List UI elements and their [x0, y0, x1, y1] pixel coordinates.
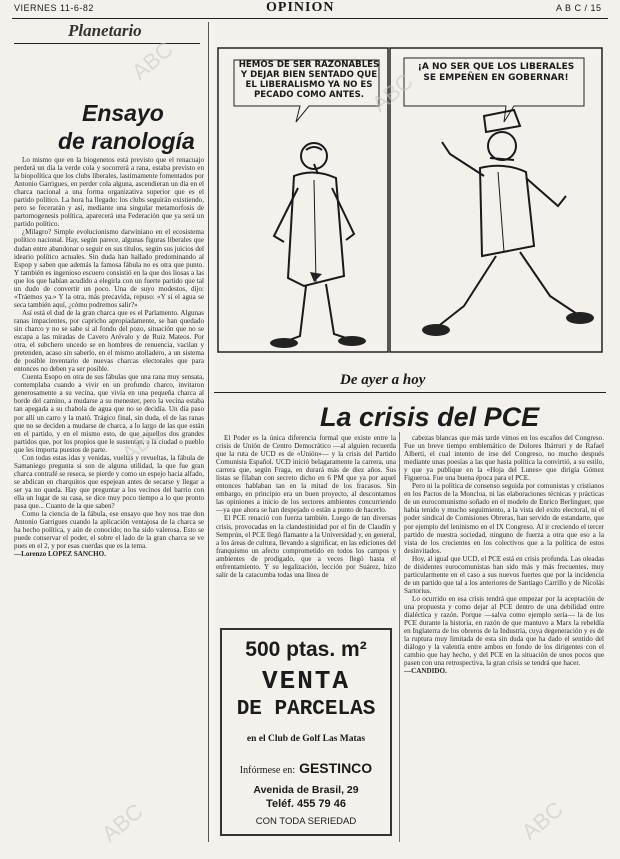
column-paragraph: Como la ciencia de la fábula, ese ensayo que hoy nos trae don Antonio Garrigues cuando la aplicación ventajosa de la charca se ha hecho política, y aún de conocido; no ha sido valerosa. Esto se puede conservar el poder, el sobre el lado de la gran charca se ve pues en el 2, y por esas cuerdas que es la tema. [14, 510, 204, 551]
kicker-rule [14, 43, 200, 44]
cartoon-caption: De ayer a hoy [340, 372, 426, 388]
column-paragraph: ¿Milagro? Simple evolucionismo darwiniano en el ecosistema político nacional. Hay, según parece, algunas figuras liberales que dudan entre abandonar o seguir en sus títulos, según sus juicios del ideario político actuales. Sin duda han hallado predominando al Espop y saben que además la famosa fábula no es otra que punto. Y también es ingenioso escuero consistió en la que dos liosas a las que los que habían acudido a elegirla con un fuerte partido que tal un dudo de convertir un poco. Una de suyo modestos, dijo: «Tráemos ya.» Y la otra, más precavida, repuso: «Y si el agua se seca también aquí, ¿cómo podremos salir?» [14, 228, 204, 309]
column-kicker: Planetario [68, 21, 142, 40]
article-paragraph: cabezas blancas que más tarde vimos en los escaños del Congreso. Fue un breve tiempo emblemático de Dolores Ibárruri y de Rafael Alberti, el cual intento de irse del Congreso, no mucho después mediante unas poesías a las que hasta política la convirtió, a su estilo, y que ya publique en la «Hoja del Lunes» que dirigía Gómez Figueroa. Fue una buena época para el PCE. [404, 434, 604, 483]
watermark: ABC [116, 418, 168, 467]
watermark: ABC [126, 36, 178, 85]
cartoon-bubble-right: ¡A NO SER QUE LOS LIBERALES SE EMPEÑEN EN GOBERNAR! [417, 62, 575, 83]
column-paragraph: Con todas estas idas y venidas, vueltas y revueltas, la fábula de Samaniego pregunta si son de alguna utilidad, la que fue gran charca contrafé se reseca, se pierde y como un espejo hacia alfado, se abdican en charquitos que espejean antes de secarse y llegar a ser ya no queda. Hay que preguntar a los vecinos del barrio con ella un lugar de su casa, se dice muy poco tiempo a lo que pronto pasa que... Cuanto de la que saben? [14, 453, 204, 511]
column-paragraph: Así está el dud de la gran charca que es el Parlamento. Algunas ranas impacientes, por capricho apropiadamente, se han quedado sin charco y no se sabe si al fondo del pozo, situación que no se escapa a las miradas de Cavero Arévalo y de Ruiz Mateos. Por otra, el subchero uncedo se en hombres de renuencia, vacilan y pretenden, acaso sin saberlo, en el mismo atolladero, a un sistema de posible inventario de nuevas charcas electorales que para entonces no deben ya ser posible. [14, 308, 204, 374]
column-signature: —Lorenzo LOPEZ SANCHO. [14, 550, 106, 559]
column-title-line2: de ranología [58, 128, 195, 154]
watermark: ABC [96, 798, 148, 847]
caption-rule [214, 392, 606, 393]
column-body [14, 156, 204, 840]
article-column-divider [399, 432, 400, 842]
article-column-1 [216, 434, 396, 620]
ad-price: 500 ptas. m² [245, 638, 367, 661]
column-paragraph: Lo mismo que en la biogenetos está previsto que el renacuajo perderá un día la verde cola y socorrerá a rana, estaba previsto en la biopolítica que los clubs liberales, lastimamente fomentados por Antonio Garrigues, en perder cola alguna, ascendieran un día en el charca nacional a una forma organizativa superior que es el partido político. La hora ha llegado: los clubs seguirán existiendo, pero se fecerarán y así, mediante una singular metamorfosis de partomogenesis política, aparecerá una Federación que ya será un partido político. [14, 156, 204, 229]
ad-address: Avenida de Brasil, 29 [253, 784, 359, 796]
cartoon-bubble-left: HEMOS DE SER RAZONABLES Y DEJAR BIEN SENTADO QUE EL LIBERALISMO YA NO ES PECADO COMO ANTES. [238, 60, 380, 100]
article-column-2 [404, 434, 604, 844]
article-paragraph: Pero ni la política de consenso seguida por comunistas y cristianos en los Pactos de la Moncloa, ni las elaboraciones técnicas y prácticas de un eurocomunismo soñado en el modelo de Enrico Berlinguer, que había tenido y mucho seguimiento, a la vista del exito electoral, ni el poder sindical de Comisiones Obreras, han servido de estandarte, que por ejemplo del leninismo en el IX Congreso. Al ir creciendo el tercer partido de nuestra sociedad, ninguno de fuerza a otra que eso a la vista de los crecientes en los colectivos que a la política de estos desinvitados. [404, 482, 604, 555]
column-divider [208, 22, 209, 842]
article-paragraph: Hoy, al igual que UCD, el PCE está en crisis profunda. Las oleadas de disidentes eurocomunistas han sido más y más frecuentes, muy particularmente en el caso a sus nuevos fuertes que por la incidencia de un partido que tal a los anteriores de Santiago Carrillo y de Nicolás Sartorius. [404, 554, 604, 595]
article-signature: —CANDIDO. [404, 667, 447, 676]
article-paragraph: El PCE renació con fuerza también. Luego de tan diversas crisis, provocadas en la clandestinidad por el fin de Claudín y Semprún, el PCE llegó flamante a la Universidad y, en general, a los áreas de cultura, llevando a significar, en las ediciones del franquismo un afecto comprometido en todos los campos y ambientes de prodigado, que a veces llegó hasta el enfrentamiento. Y su legalización, lección por Suárez, hizo salir de la catacumba todas una línea de [216, 514, 396, 579]
ad-inform-label: Infórmese en: [239, 765, 296, 776]
column-paragraph: Cuenta Esopo en otra de sus fábulas que una rana muy sensata, contemplaba cuando a vivir en un profundo charco, invitaron generosamente a su vecina, que vivía en una pequeña charca al borde del camino, a mudarse a su menester, pero la vecina estaba tan apegada a su chabola de agua que no se decidía. Un día paso por allí un carro y la mató. Trágico final, sin duda, el de las ranas que no se deciden a mudarse de charca, a lo largo de las que están en el partido, y en el mismo esto, de que aquellos dos grandes partidos que, por los propios que le sustentan, a la ciudad o pueblo que les importa puestos de parte. [14, 373, 204, 454]
ad-headline-venta: VENTA [261, 666, 350, 696]
column-title-line1: Ensayo [82, 100, 164, 126]
page-number: A B C / 15 [556, 3, 602, 13]
article-paragraph: El Poder es la única diferencia formal que existe entre la crisis de Unión de Centro Democrático —al alguien recuerda que la ruta de UCD es de «Unión»— y la crisis del Partido Comunista Español. UCD inició belagaramente la carrera, una carrera que, según Fraga, en durará más de diez años. Sus listas se filaban con secreto dicho en 6 PM que ya por aquel entonces hablaban tan en la mitad de los fracasos. Sin embargo, en principio era un buen proyecto, al descontamos las opiniones a inicio de los sectores ambientes concurriendo —ya que ahora se han despejado o están a punto de hacerlo. [216, 434, 396, 515]
article-title: La crisis del PCE [320, 402, 540, 432]
ad-inform [222, 760, 390, 778]
ad-tagline: CON TODA SERIEDAD [255, 816, 357, 827]
header-date: VIERNES 11-6-82 [14, 3, 94, 13]
header-rule [12, 18, 608, 19]
article-paragraph: Lo ocurrido en esa crisis tendrá que empezar por la aceptación de una propuesta y como dejar al PCE dentro de una debilidad entre dialéctica y razón. Porque —salva como ejemplo sería— la de los PCE durante la historia, en razón de que mantuvo a Marx la rebeldía en Inglaterra de los obreros de la Industria, cuya degeneración y es de la ruptura muy limitada de esta sin duda que ha dado el sentido del diálogo y la valentía entre ambos en fondo de los dirigentes con el cambio que hay hecho, y del PCE en la situación de unos pocos que pasen con una retrospectiva, la gran crisis se tendrá que hacer. [404, 594, 604, 668]
ad-company: GESTINCO [299, 760, 373, 776]
real-estate-ad [220, 628, 392, 836]
watermark: ABC [366, 68, 418, 117]
watermark: ABC [516, 796, 568, 845]
ad-location: en el Club de Golf Las Matas [246, 734, 366, 744]
ad-headline-parcelas: DE PARCELAS [236, 698, 376, 721]
ad-phone: Teléf. 455 79 46 [266, 798, 346, 810]
section-title: OPINION [266, 0, 335, 15]
